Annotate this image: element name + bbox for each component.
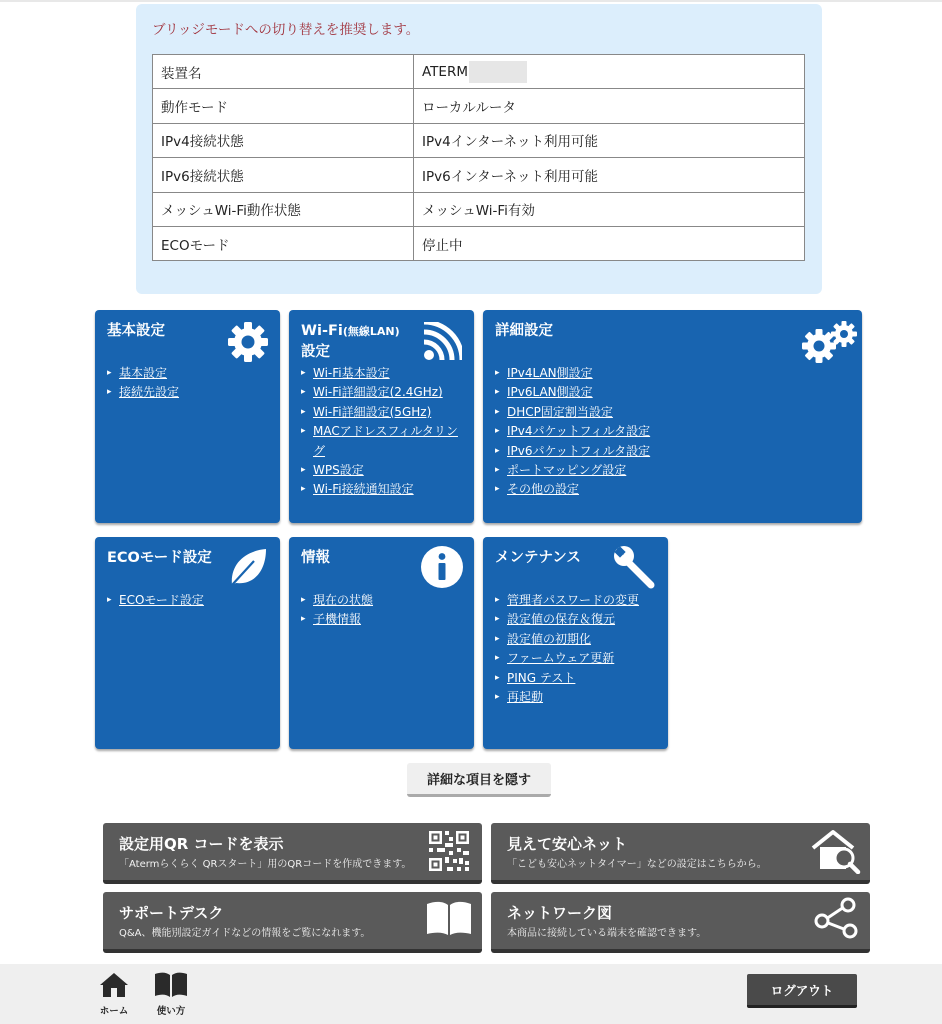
tile-title-small: (無線LAN) [342, 325, 400, 338]
card-qr-code[interactable] [103, 823, 482, 884]
status-value: IPv6インターネット利用可能 [414, 158, 805, 192]
link-ipv4-lan[interactable]: ▸ IPv4LAN側設定 [495, 364, 650, 383]
status-value: IPv4インターネット利用可能 [414, 123, 805, 157]
status-value: ローカルルータ [414, 89, 805, 123]
link-factory-reset[interactable]: ▸ 設定値の初期化 [495, 630, 639, 649]
link-list [301, 591, 373, 630]
card-title: サポートデスク [119, 904, 224, 922]
status-table [152, 54, 805, 261]
link-list [495, 364, 650, 500]
link-other-settings[interactable]: ▸ その他の設定 [495, 480, 650, 499]
leaf-icon [228, 547, 268, 587]
tile-title [301, 321, 400, 363]
tile-basic-settings [95, 310, 280, 523]
link-ipv6-lan[interactable]: ▸ IPv6LAN側設定 [495, 383, 650, 402]
link-eco-mode[interactable]: ▸ ECOモード設定 [107, 591, 204, 610]
status-label: メッシュWi-Fi動作状態 [153, 192, 414, 226]
link-wifi-detail-24[interactable]: ▸ Wi-Fi詳細設定(2.4GHz) [301, 383, 458, 402]
link-wps[interactable]: ▸ WPS設定 [301, 461, 458, 480]
guide-book-icon [154, 972, 188, 998]
logout-button[interactable]: ログアウト [747, 974, 857, 1008]
table-row [153, 226, 805, 260]
tile-title: 基本設定 [107, 323, 165, 339]
tile-advanced-settings [483, 310, 862, 523]
card-support-desk[interactable] [103, 892, 482, 953]
book-icon [425, 901, 473, 937]
home-search-icon [811, 828, 863, 874]
link-ping-test[interactable]: ▸ PING テスト [495, 669, 639, 688]
gears-icon [801, 318, 859, 366]
table-row [153, 192, 805, 226]
tile-wifi-settings [289, 310, 474, 523]
qr-code-icon [429, 831, 469, 871]
card-desc: 「こども安心ネットタイマー」などの設定はこちらから。 [507, 859, 767, 870]
link-basic-settings[interactable]: ▸ 基本設定 [107, 364, 179, 383]
status-label: IPv4接続状態 [153, 123, 414, 157]
link-admin-password[interactable]: ▸ 管理者パスワードの変更 [495, 591, 639, 610]
card-safe-net[interactable] [491, 823, 870, 884]
table-row [153, 55, 805, 89]
card-desc: 「Atermらくらく QRスタート」用のQRコードを作成できます。 [119, 859, 412, 870]
link-firmware-update[interactable]: ▸ ファームウェア更新 [495, 649, 639, 668]
tile-title-line2: 設定 [301, 344, 330, 360]
link-list [495, 591, 639, 707]
info-icon [420, 545, 464, 589]
tile-title: 情報 [301, 550, 330, 566]
bridge-mode-notice: ブリッジモードへの切り替えを推奨します。 [152, 22, 420, 38]
tile-information [289, 537, 474, 749]
gear-icon [226, 320, 270, 364]
link-dhcp-fixed[interactable]: ▸ DHCP固定割当設定 [495, 403, 650, 422]
home-icon [99, 972, 129, 998]
tile-title: メンテナンス [495, 550, 581, 566]
link-mac-filtering[interactable]: ▸ MACアドレスフィルタリン グ [301, 422, 458, 461]
link-list [107, 364, 179, 403]
tile-title-main: Wi-Fi [301, 323, 343, 339]
tile-title: ECOモード設定 [107, 550, 212, 566]
status-label: ECOモード [153, 226, 414, 260]
card-title: 設定用QR コードを表示 [119, 835, 284, 853]
tile-eco-mode [95, 537, 280, 749]
link-port-mapping[interactable]: ▸ ポートマッピング設定 [495, 461, 650, 480]
home-nav[interactable] [92, 972, 136, 1017]
card-network-map[interactable] [491, 892, 870, 953]
wrench-icon [613, 545, 659, 591]
table-row [153, 123, 805, 157]
link-wifi-notify[interactable]: ▸ Wi-Fi接続通知設定 [301, 480, 458, 499]
table-row [153, 89, 805, 123]
network-icon [813, 897, 861, 941]
link-wifi-basic[interactable]: ▸ Wi-Fi基本設定 [301, 364, 458, 383]
tile-maintenance [483, 537, 668, 749]
link-ipv4-packet-filter[interactable]: ▸ IPv4パケットフィルタ設定 [495, 422, 650, 441]
status-label: 動作モード [153, 89, 414, 123]
link-list [107, 591, 204, 610]
link-wifi-detail-5[interactable]: ▸ Wi-Fi詳細設定(5GHz) [301, 403, 458, 422]
card-desc: 本商品に接続している端末を確認できます。 [507, 928, 707, 939]
guide-nav[interactable] [149, 972, 193, 1017]
link-current-status[interactable]: ▸ 現在の状態 [301, 591, 373, 610]
link-reboot[interactable]: ▸ 再起動 [495, 688, 639, 707]
status-value: メッシュWi-Fi有効 [414, 192, 805, 226]
card-desc: Q&A、機能別設定ガイドなどの情報をご覧になれます。 [119, 928, 371, 939]
status-value: 停止中 [414, 226, 805, 260]
link-ipv6-packet-filter[interactable]: ▸ IPv6パケットフィルタ設定 [495, 442, 650, 461]
footer-bar [0, 964, 942, 1024]
table-row [153, 158, 805, 192]
tile-title: 詳細設定 [495, 323, 553, 339]
device-name-value: ATERM [422, 63, 468, 80]
hide-details-button[interactable]: 詳細な項目を隠す [407, 763, 551, 797]
status-value [414, 55, 805, 89]
redacted-mask [469, 61, 527, 83]
wifi-icon [422, 322, 462, 362]
top-divider [0, 0, 942, 2]
link-connection-settings[interactable]: ▸ 接続先設定 [107, 383, 179, 402]
link-client-info[interactable]: ▸ 子機情報 [301, 610, 373, 629]
link-list [301, 364, 458, 500]
status-label: IPv6接続状態 [153, 158, 414, 192]
status-label: 装置名 [153, 55, 414, 89]
card-title: ネットワーク図 [507, 904, 613, 922]
guide-label: 使い方 [156, 1006, 186, 1017]
card-title: 見えて安心ネット [507, 835, 628, 853]
link-backup-restore[interactable]: ▸ 設定値の保存＆復元 [495, 610, 639, 629]
home-label: ホーム [99, 1006, 129, 1017]
status-panel [136, 4, 822, 294]
